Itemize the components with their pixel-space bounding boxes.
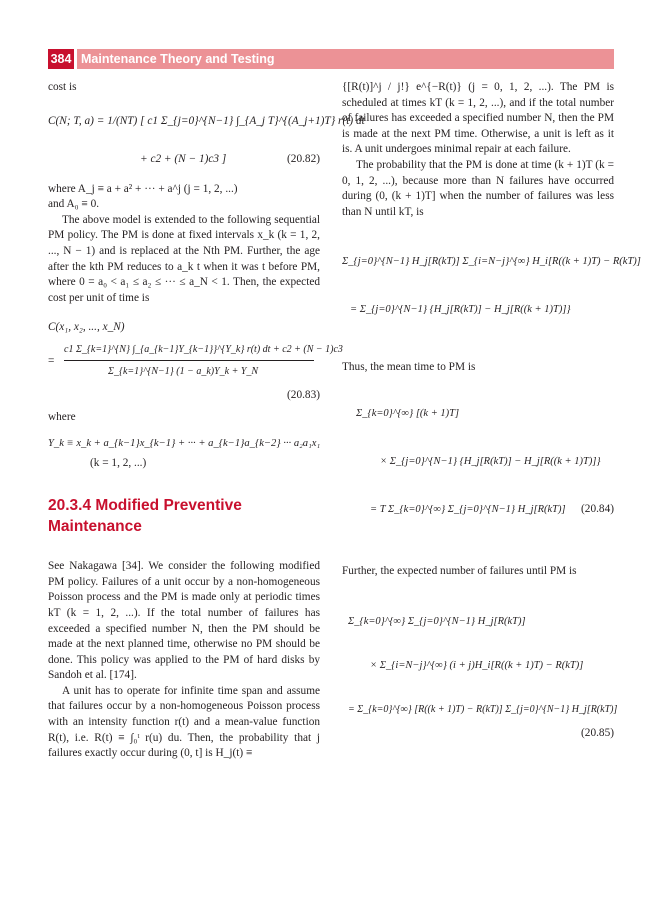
eqB-number: (20.84) bbox=[581, 502, 614, 515]
text-expected-failures: Further, the expected number of failures until PM is bbox=[342, 564, 577, 577]
text-and-a0: and A₀ ≡ 0. bbox=[48, 198, 100, 211]
eqC-number: (20.85) bbox=[581, 726, 614, 739]
equation-20-82 bbox=[48, 100, 365, 176]
equation-20-85 bbox=[342, 602, 618, 742]
equation-20-84 bbox=[342, 394, 614, 544]
text-where: where bbox=[48, 411, 76, 424]
eqC-line2: × Σ_{i=N−j}^{∞} (i + j)H_i[R((k + 1)T) − R(kT)] bbox=[370, 659, 584, 671]
right-column bbox=[342, 80, 641, 742]
eq83-lhs: C(x₁, x₂, ..., x_N) bbox=[48, 321, 125, 334]
eqB-line2: × Σ_{j=0}^{N−1} {H_j[R(kT)] − H_j[R((k + 1)T)]} bbox=[380, 455, 601, 467]
eq82-line1: C(N; T, a) = 1/(NT) [ c1 Σ_{j=0}^{N−1} ∫_{A_j T}^{(A_j+1)T} r(t) dt bbox=[48, 114, 365, 127]
text-yk-definition: Y_k ≡ x_k + a_{k−1}x_{k−1} + ··· + a_{k−1}a_{k−2} ··· a₂a₁x₁ bbox=[48, 437, 321, 449]
eqC-line3: = Σ_{k=0}^{∞} [R((k + 1)T) − R(kT)] Σ_{j=0}^{N−1} H_j[R(kT)] bbox=[348, 703, 618, 715]
text-where-aj: where A_j ≡ a + a² + ··· + a^j (j = 1, 2, ...) bbox=[48, 182, 238, 195]
eqA-line1: Σ_{j=0}^{N−1} H_j[R(kT)] Σ_{i=N−j}^{∞} H_i[R((k + 1)T) − R(kT)] bbox=[342, 256, 641, 268]
eq83-denominator: Σ_{k=1}^{N−1} (1 − a_k)Y_k + Y_N bbox=[108, 366, 259, 378]
eq82-number: (20.82) bbox=[287, 152, 320, 165]
text-cost-is: cost is bbox=[48, 81, 77, 93]
left-column bbox=[48, 80, 365, 762]
eq83-number: (20.83) bbox=[287, 389, 320, 402]
eq83-numerator: c1 Σ_{k=1}^{N} ∫_{a_{k−1}Y_{k−1}}^{Y_k} r(t) dt + c2 + (N − 1)c3 bbox=[64, 344, 343, 356]
paragraph-sequential-pm: The above model is extended to the following sequential PM policy. The PM is done at fixed intervals x_k (k = 1, 2, ..., N − 1) and is replaced at the Nth PM. Further, the age after the kth PM reduces to a_k t when it was t before PM, where 0 = a₀ < a₁ ≤ a₂ ≤ ··· ≤ a_N < 1. Then, the expected cost per unit of time is bbox=[48, 213, 320, 304]
eqB-line3: = T Σ_{k=0}^{∞} Σ_{j=0}^{N−1} H_j[R(kT)] bbox=[370, 503, 566, 515]
eqB-line1: Σ_{k=0}^{∞} [(k + 1)T] bbox=[356, 407, 460, 419]
eq82-line2: + c2 + (N − 1)c3 ] bbox=[140, 152, 227, 165]
equation-20-83 bbox=[48, 320, 343, 406]
section-number: 20.3.4 bbox=[48, 497, 92, 515]
eqC-line1: Σ_{k=0}^{∞} Σ_{j=0}^{N−1} H_j[R(kT)] bbox=[348, 615, 526, 627]
paragraph-unit-operates: A unit has to operate for infinite time span and assume that failures occur by a non-homogeneous Poisson process with an intensity function r(t) and a mean-value function R(t), i.e. R(t) ≡ ∫₀ᵗ r(u) du. Then, the probability that j failures exactly occur during (0, t] is H_j(t) ≡ bbox=[48, 684, 320, 760]
eq83-equals: = bbox=[48, 355, 55, 368]
text-mean-time: Thus, the mean time to PM is bbox=[342, 361, 476, 374]
eqA-line2: = Σ_{j=0}^{N−1} {H_j[R(kT)] − H_j[R((k + 1)T)]} bbox=[350, 304, 571, 316]
eq83-fraction-bar bbox=[64, 360, 314, 361]
section-title: Modified Preventive Maintenance bbox=[48, 497, 242, 536]
running-title: Maintenance Theory and Testing bbox=[77, 49, 614, 69]
equation-pm-probability bbox=[342, 240, 641, 340]
paragraph-pm-probability: The probability that the PM is done at time (k + 1)T (k = 0, 1, 2, ...), because more than N failures have occurred during (0, (k + 1)T] when the number of failures was less than N until kT, is bbox=[342, 158, 614, 218]
paragraph-pm-scheduled: {[R(t)]^j / j!} e^{−R(t)} (j = 0, 1, 2, ...). The PM is scheduled at times kT (k = 1, 2, ...), and if the total number of failures has exceeded a specified number N, then the PM is made at the next PM time. Otherwise, a unit is left as it is. A unit undergoes minimal repair at each failure. bbox=[342, 81, 614, 156]
page-number: 384 bbox=[48, 49, 74, 69]
text-yk-range: (k = 1, 2, ...) bbox=[90, 456, 147, 469]
section-heading bbox=[48, 495, 320, 537]
paragraph-see-nakagawa: See Nakagawa [34]. We consider the following modified PM policy. Failures of a unit occur by a non-homogeneous Poisson process and the PM is made only at periodic times kT (k = 1, 2, ...). If the total number of failures has exceeded a specified number N, then the PM should be made at the next planned time, otherwise no PM should be done. This policy was applied to the PM of hard disks by Sandoh et al. [174]. bbox=[48, 560, 320, 682]
running-header bbox=[48, 49, 614, 69]
